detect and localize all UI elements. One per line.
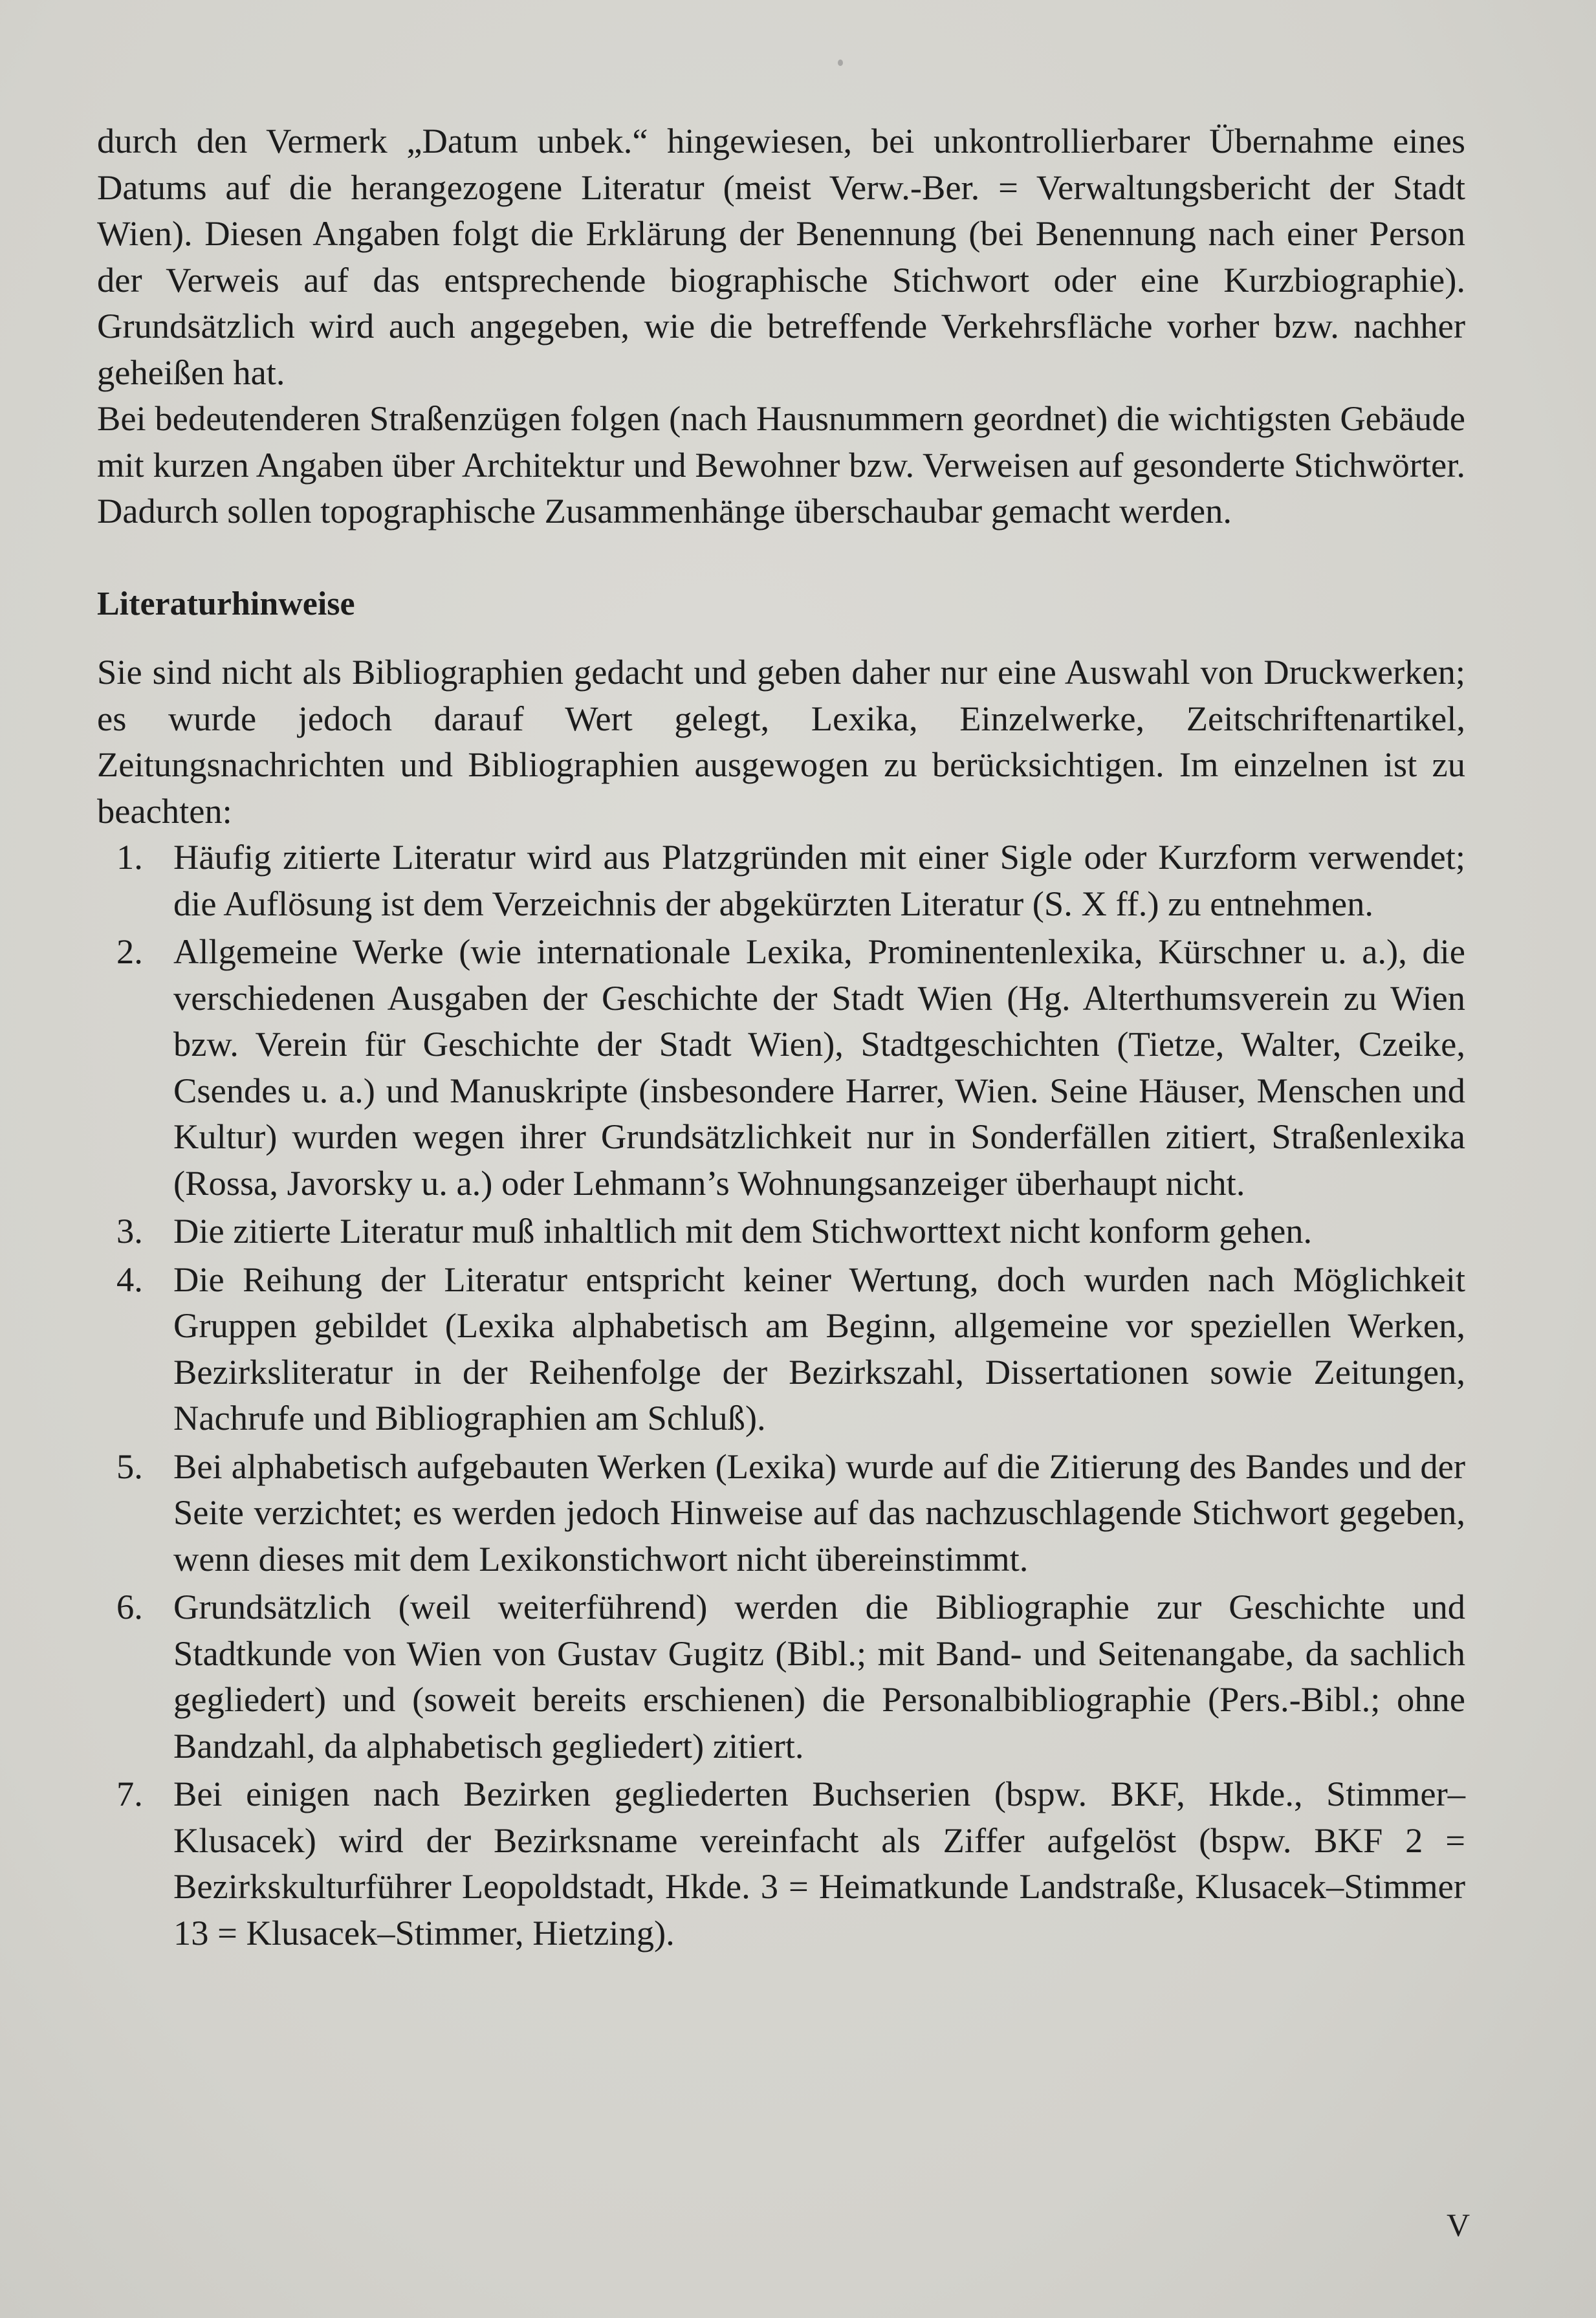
section-intro: Sie sind nicht als Bibliographien gedacht und geben daher nur eine Auswahl von Druckwerken; es wurde jedoch darauf Wert gelegt, Lexika, Einzelwerke, Zeitschriftenartikel, Zeitungsnachrichten und Bibliographien ausgewogen zu berücksichtigen. Im einzelnen ist zu beachten:: [97, 652, 1465, 831]
list-item: [97, 1443, 1465, 1582]
intro-paragraph-1: durch den Vermerk „Datum unbek.“ hingewiesen, bei unkontrollierbarer Übernahme eines Datums auf die herangezogene Literatur (meist Verw.-Ber. = Verwaltungsbericht der Stadt Wien). Diesen Angaben folgt die Erklärung der Benennung (bei Benennung nach einer Person der Verweis auf das entsprechende biographische Stichwort oder eine Kurzbiographie). Grundsätzlich wird auch angegeben, wie die betreffende Verkehrsfläche vorher bzw. nachher geheißen hat.: [97, 121, 1465, 392]
list-item: [97, 834, 1465, 926]
list-item-text: Die zitierte Literatur muß inhaltlich mit dem Stichworttext nicht konform gehen.: [173, 1211, 1313, 1251]
paper-speck: [838, 60, 843, 66]
list-item-text: Allgemeine Werke (wie internationale Lexika, Prominentenlexika, Kürschner u. a.), die verschiedenen Ausgaben der Geschichte der Stadt Wien (Hg. Alterthumsverein zu Wien bzw. Verein für Geschichte der Stadt Wien), Stadtgeschichten (Tietze, Walter, Czeike, Csendes u. a.) und Manuskripte (insbesondere Harrer, Wien. Seine Häuser, Menschen und Kultur) wurden wegen ihrer Grundsätzlichkeit nur in Sonderfällen zitiert, Straßenlexika (Rossa, Javorsky u. a.) oder Lehmann’s Wohnungsanzeiger überhaupt nicht.: [173, 932, 1465, 1203]
list-item: [97, 1584, 1465, 1769]
list-item-number: 6.: [116, 1587, 143, 1626]
page-body: [97, 118, 1465, 1958]
list-item: [97, 1771, 1465, 1956]
list-item-number: 1.: [116, 837, 143, 877]
list-item-number: 7.: [116, 1774, 143, 1813]
list-item: [97, 1256, 1465, 1441]
list-item: [97, 1208, 1465, 1254]
list-item-text: Grundsätzlich (weil weiterführend) werden die Bibliographie zur Geschichte und Stadtkunde von Wien von Gustav Gugitz (Bibl.; mit Band- und Seitenangabe, da sachlich gegliedert) und (soweit bereits erschienen) die Personalbibliographie (Pers.-Bibl.; ohne Bandzahl, da alphabetisch gegliedert) zitiert.: [173, 1587, 1465, 1766]
list-item-number: 4.: [116, 1259, 143, 1299]
section-heading: Literaturhinweise: [97, 585, 355, 622]
list-item-number: 3.: [116, 1211, 143, 1251]
list-item-number: 2.: [116, 932, 143, 971]
literature-rules-list: [97, 834, 1465, 1956]
intro-paragraph-2: Bei bedeutenderen Straßenzügen folgen (nach Hausnummern geordnet) die wichtigsten Gebäude mit kurzen Angaben über Architektur und Bewohner bzw. Verweisen auf gesonderte Stichwörter. Dadurch sollen topographische Zusammenhänge überschaubar gemacht werden.: [97, 399, 1465, 530]
list-item-number: 5.: [116, 1446, 143, 1486]
list-item-text: Häufig zitierte Literatur wird aus Platzgründen mit einer Sigle oder Kurzform verwendet; die Auflösung ist dem Verzeichnis der abgekürzten Literatur (S. X ff.) zu entnehmen.: [173, 837, 1465, 923]
list-item: [97, 928, 1465, 1206]
list-item-text: Die Reihung der Literatur entspricht keiner Wertung, doch wurden nach Möglichkeit Gruppen gebildet (Lexika alphabetisch am Beginn, allgemeine vor speziellen Werken, Bezirksliteratur in der Reihenfolge der Bezirkszahl, Dissertationen sowie Zeitungen, Nachrufe und Bibliographien am Schluß).: [173, 1259, 1465, 1438]
list-item-text: Bei einigen nach Bezirken gegliederten Buchserien (bspw. BKF, Hkde., Stimmer–Klusacek) wird der Bezirksname vereinfacht als Ziffer aufgelöst (bspw. BKF 2 = Bezirkskulturführer Leopoldstadt, Hkde. 3 = Heimatkunde Landstraße, Klusacek–Stimmer 13 = Klusacek–Stimmer, Hietzing).: [173, 1774, 1465, 1952]
list-item-text: Bei alphabetisch aufgebauten Werken (Lexika) wurde auf die Zitierung des Bandes und der Seite verzichtet; es werden jedoch Hinweise auf das nachzuschlagende Stichwort gegeben, wenn dieses mit dem Lexikonstichwort nicht übereinstimmt.: [173, 1446, 1465, 1579]
page-number: V: [1447, 2207, 1470, 2243]
